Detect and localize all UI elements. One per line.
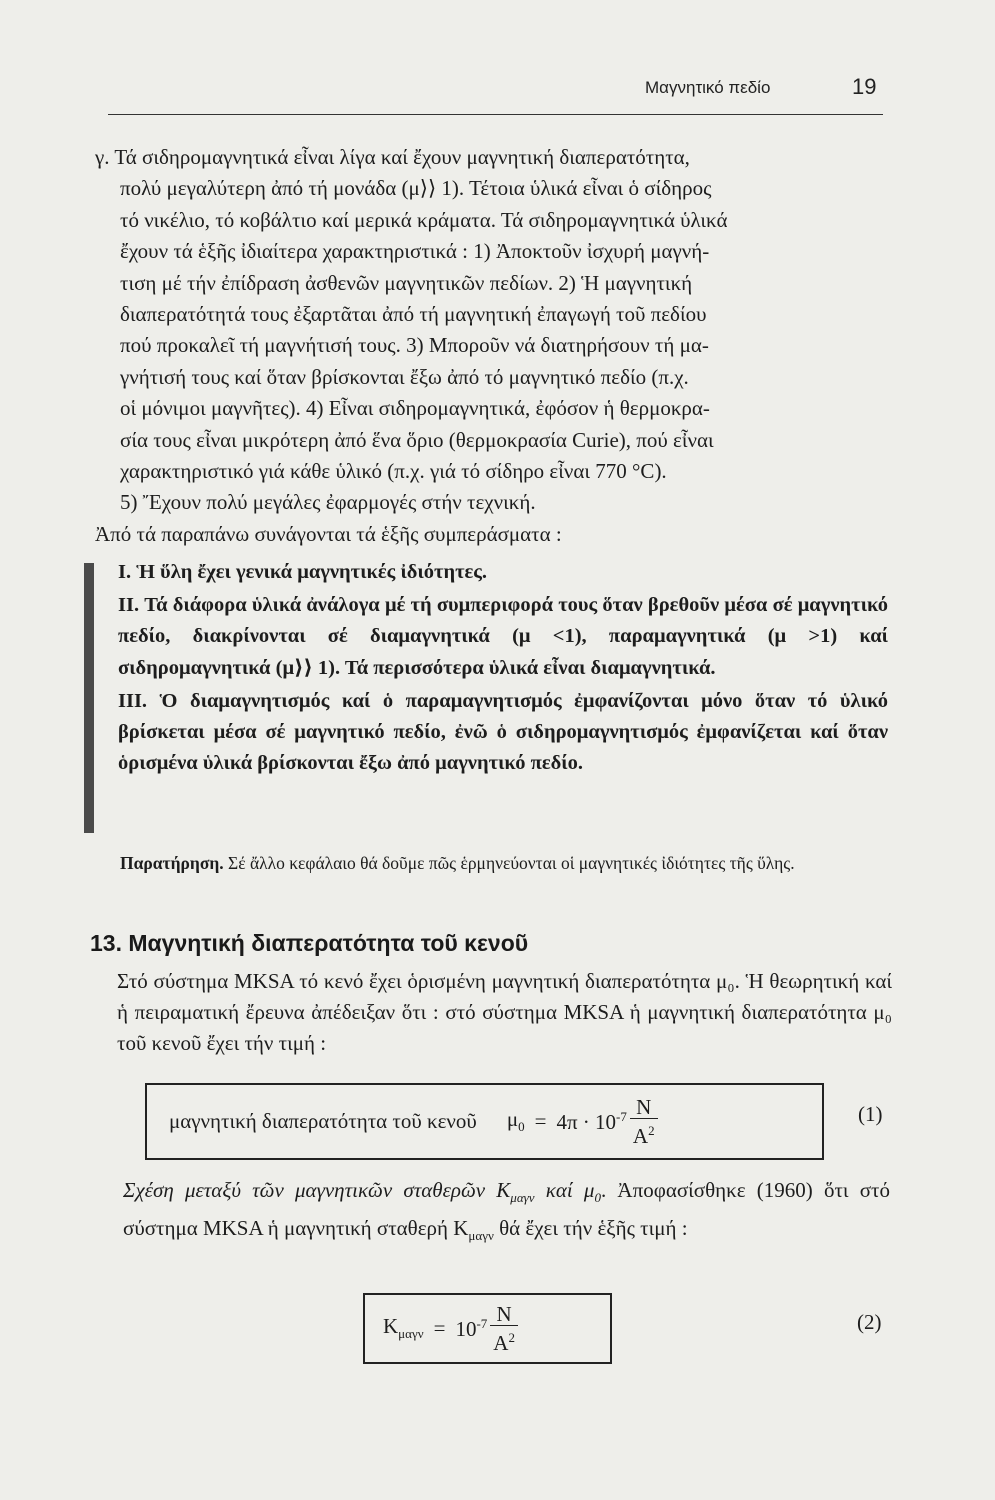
remark-label: Παρατήρηση. bbox=[120, 853, 224, 873]
conclusion-item: I. Ἡ ὕλη ἔχει γενικά μαγνητικές ἰδιότητες. bbox=[118, 561, 488, 583]
section-title: 13. Μαγνητική διαπερατότητα τοῦ κενοῦ bbox=[90, 930, 529, 956]
equation-1-label: μαγνητική διαπερατότητα τοῦ κενοῦ bbox=[169, 1109, 477, 1133]
equation-1-number: (1) bbox=[858, 1102, 883, 1126]
paragraph-line: γ. Τά σιδηρομαγνητικά εἶναι λίγα καί ἔχουν μαγνητική διαπερατότητα, bbox=[95, 145, 690, 169]
k-magn-symbol: $K_{\mu\alpha\gamma\nu}$ bbox=[383, 1314, 424, 1342]
equals-sign: = bbox=[534, 1109, 547, 1133]
paragraph-line: πολύ μεγαλύτερη ἀπό τή μονάδα (μ⟩⟩ 1). Τέτοια ὑλικά εἶναι ὁ σίδηρος bbox=[120, 176, 712, 201]
unit-fraction: $\frac{N}{A^2}$ bbox=[490, 1303, 518, 1355]
ferromagnetic-paragraph bbox=[95, 142, 892, 550]
equation-2-box bbox=[363, 1293, 612, 1364]
mu-zero-symbol: $\mu_0$ bbox=[506, 1107, 525, 1135]
conclusion-item: II. Τά διάφορα ὑλικά ἀνάλογα μέ τή συμπεριφορά τους ὅταν βρεθοῦν μέσα σέ μαγνητικό πεδίο, διακρίνονται σέ διαμαγνητικά (μ <1), παραμαγνητικά (μ >1) καί σιδηρομαγνητικά (μ⟩⟩ 1). Τά περισσότερα ὑλικά εἶναι διαμαγνητικά. bbox=[118, 594, 888, 679]
paragraph-line: πού προκαλεῖ τή μαγνήτισή τους. 3) Μποροῦν νά διατηρήσουν τή μα- bbox=[120, 333, 709, 358]
equation-1-box bbox=[145, 1083, 824, 1160]
equation-2-number: (2) bbox=[857, 1310, 882, 1334]
remark-text: Σέ ἄλλο κεφάλαιο θά δοῦμε πῶς ἑρμηνεύονται οἱ μαγνητικές ἰδιότητες τῆς ὕλης. bbox=[228, 853, 795, 873]
paragraph-line: τιση μέ τήν ἐπίδραση ἀσθενῶν μαγνητικῶν πεδίων. 2) Ἡ μαγνητική bbox=[120, 270, 693, 295]
conclusion-intro: Ἀπό τά παραπάνω συνάγονται τά ἑξῆς συμπεράσματα : bbox=[95, 521, 562, 546]
paragraph-line: 5) Ἔχουν πολύ μεγάλες ἐφαρμογές στήν τεχνική. bbox=[120, 490, 536, 515]
equals-sign: = bbox=[433, 1316, 446, 1340]
conclusion-item: III. Ὁ διαμαγνητισμός καί ὁ παραμαγνητισμός ἐμφανίζονται μόνο ὅταν τό ὑλικό βρίσκεται μέσα σέ μαγνητικό πεδίο, ἐνῶ ὁ σιδηρομαγνητισμός ἐμφανίζεται καί ὅταν ὁρισμένα ὑλικά βρίσκονται ἔξω ἀπό μαγνητικό πεδίο. bbox=[118, 689, 888, 775]
section-intro-text: Στό σύστημα MKSA τό κενό ἔχει ὁρισμένη μαγνητική διαπερατότητα μ₀. Ἡ θεωρητική καί ἡ πειραματική ἔρευνα ἀπέδειξαν ὅτι : στό σύστημα MKSA ἡ μαγνητική διαπερατότητα μ₀ τοῦ κενοῦ ἔχει τήν τιμή : bbox=[117, 969, 892, 1055]
emphasis-bar bbox=[84, 563, 94, 833]
page-number: 19 bbox=[852, 74, 877, 99]
equation-1-value: $4\pi \cdot 10^{-7}$ bbox=[556, 1108, 627, 1134]
remark bbox=[120, 850, 885, 876]
paragraph-line: σία τους εἶναι μικρότερη ἀπό ἕνα ὅριο (θερμοκρασία Curie), πού εἶναι bbox=[120, 427, 714, 452]
unit-fraction: $\frac{N}{A^2}$ bbox=[630, 1096, 658, 1148]
relation-heading: Σχέση μεταξύ τῶν μαγνητικῶν σταθερῶν $K_{\mu\alpha\gamma\nu}$ καί $\mu_0$ bbox=[123, 1178, 601, 1206]
equation-2-value: $10^{-7}$ bbox=[455, 1315, 488, 1341]
paragraph-line: οἱ μόνιμοι μαγνῆτες). 4) Εἶναι σιδηρομαγνητικά, ἐφόσον ἡ θερμοκρα- bbox=[120, 396, 710, 421]
constants-relation: Σχέση μεταξύ τῶν μαγνητικῶν σταθερῶν $K_{\mu\alpha\gamma\nu}$ καί $\mu_0$. Ἀποφασίσθηκε (1960) ὅτι στό σύστημα MKSA ἡ μαγνητική σταθερή $K_{\mu\alpha\gamma\nu}$ θά ἔχει τήν ἑξῆς τιμή : bbox=[123, 1178, 890, 1244]
paragraph-line: διαπερατότητά τους ἐξαρτᾶται ἀπό τή μαγνητική ἐπαγωγή τοῦ πεδίου bbox=[120, 302, 707, 327]
paragraph-line: τό νικέλιο, τό κοβάλτιο καί μερικά κράματα. Τά σιδηρομαγνητικά ὑλικά bbox=[120, 207, 728, 232]
header-rule bbox=[108, 114, 883, 115]
paragraph-line: γνήτισή τους καί ὅταν βρίσκονται ἔξω ἀπό τό μαγνητικό πεδίο (π.χ. bbox=[120, 364, 689, 389]
paragraph-line: ἔχουν τά ἑξῆς ἰδιαίτερα χαρακτηριστικά : 1) Ἀποκτοῦν ἰσχυρή μαγνή- bbox=[120, 239, 710, 264]
conclusions-list bbox=[118, 557, 888, 779]
section-intro bbox=[92, 966, 892, 1059]
running-title: Μαγνητικό πεδίο bbox=[645, 78, 771, 97]
paragraph-line: χαρακτηριστικό γιά κάθε ὑλικό (π.χ. γιά τό σίδηρο εἶναι 770 °C). bbox=[120, 459, 667, 484]
